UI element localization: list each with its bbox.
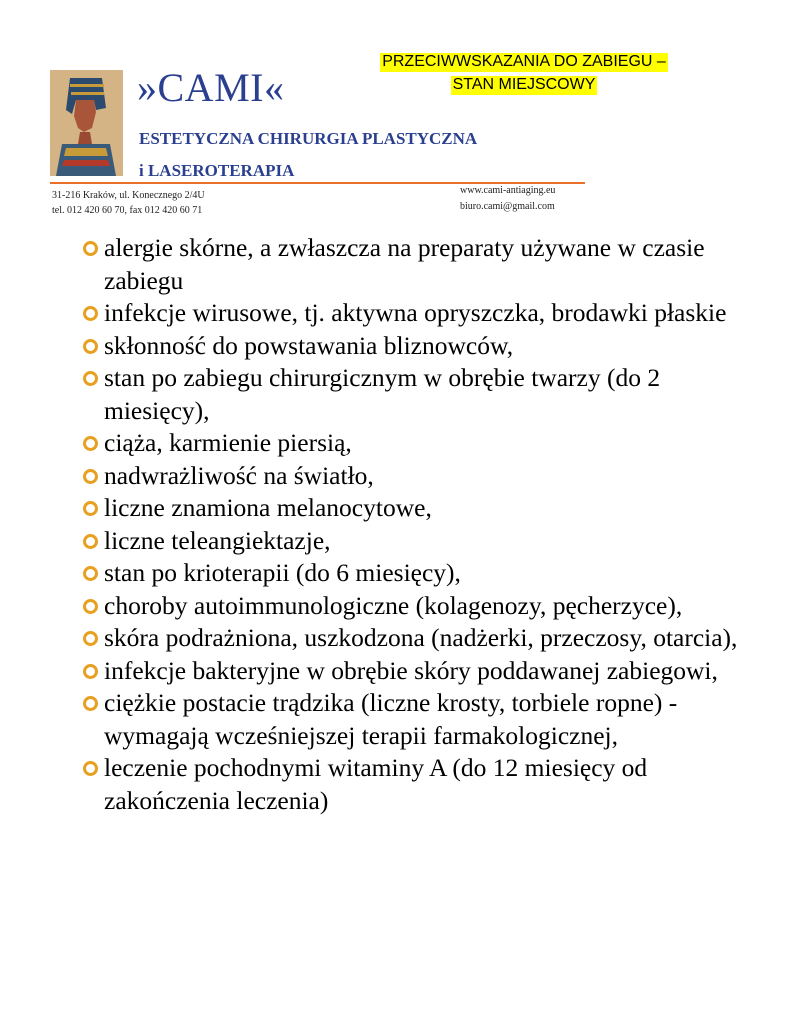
list-item: [83, 427, 763, 460]
list-item: [83, 655, 763, 688]
list-item: [83, 460, 763, 493]
ring-bullet-icon: [83, 306, 98, 321]
website-text: www.cami-antiaging.eu: [460, 185, 556, 196]
document-title: [338, 53, 710, 95]
nefertiti-bust-icon: [50, 70, 123, 176]
list-item: [83, 232, 763, 297]
list-item-text: skóra podrażniona, uszkodzona (nadżerki, przeczosy, otarcia),: [104, 623, 738, 652]
title-line1: PRZECIWWSKAZANIA DO ZABIEGU –: [382, 53, 666, 70]
list-item: [83, 297, 763, 330]
address-text: 31-216 Kraków, ul. Konecznego 2/4U: [52, 190, 205, 201]
ring-bullet-icon: [83, 664, 98, 679]
list-item: [83, 330, 763, 363]
brand-subtitle-line2: i LASEROTERAPIA: [139, 161, 295, 180]
ring-bullet-icon: [83, 566, 98, 581]
list-item-text: choroby autoimmunologiczne (kolagenozy, pęcherzyce),: [104, 590, 683, 620]
list-item: [83, 590, 763, 623]
list-item-text: stan po zabiegu chirurgicznym w obrębie twarzy (do 2 miesięcy),: [104, 363, 661, 425]
list-item-text: infekcje bakteryjne w obrębie skóry poddawanej zabiegowi,: [104, 655, 718, 685]
ring-bullet-icon: [83, 631, 98, 646]
list-item-text: ciąża, karmienie piersią,: [104, 428, 352, 457]
email-text: biuro.cami@gmail.com: [460, 201, 555, 212]
list-item: [83, 525, 763, 558]
title-line2: STAN MIEJSCOWY: [452, 76, 596, 93]
list-item-text: alergie skórne, a zwłaszcza na preparaty używane w czasie zabiegu: [104, 233, 705, 295]
list-item: [83, 622, 763, 655]
list-item-text: nadwrażliwość na światło,: [104, 460, 374, 490]
list-item: [83, 492, 763, 525]
list-item-text: liczne znamiona melanocytowe,: [104, 493, 432, 522]
phone-text: tel. 012 420 60 70, fax 012 420 60 71: [52, 205, 203, 216]
list-item-text: stan po krioterapii (do 6 miesięcy),: [104, 558, 461, 587]
header-divider: [50, 182, 585, 184]
list-item-text: skłonność do powstawania bliznowców,: [104, 330, 514, 360]
ring-bullet-icon: [83, 599, 98, 614]
ring-bullet-icon: [83, 339, 98, 354]
list-item: [83, 362, 763, 427]
ring-bullet-icon: [83, 696, 98, 711]
ring-bullet-icon: [83, 761, 98, 776]
ring-bullet-icon: [83, 534, 98, 549]
ring-bullet-icon: [83, 241, 98, 256]
ring-bullet-icon: [83, 436, 98, 451]
list-item-text: liczne teleangiektazje,: [104, 525, 331, 555]
brand-name: »CAMI«: [137, 65, 285, 110]
list-item: [83, 557, 763, 590]
list-item-text: leczenie pochodnymi witaminy A (do 12 miesięcy od zakończenia leczenia): [104, 753, 648, 815]
list-item: [83, 687, 763, 752]
list-item-text: infekcje wirusowe, tj. aktywna opryszczka, brodawki płaskie: [104, 298, 727, 327]
list-item: [83, 752, 763, 817]
ring-bullet-icon: [83, 501, 98, 516]
ring-bullet-icon: [83, 469, 98, 484]
ring-bullet-icon: [83, 371, 98, 386]
contraindications-list: [83, 232, 763, 817]
brand-subtitle-line1: ESTETYCZNA CHIRURGIA PLASTYCZNA: [139, 129, 478, 148]
list-item-text: ciężkie postacie trądzika (liczne krosty, torbiele ropne) - wymagają wcześniejszej terapii farmakologicznej,: [104, 688, 678, 750]
